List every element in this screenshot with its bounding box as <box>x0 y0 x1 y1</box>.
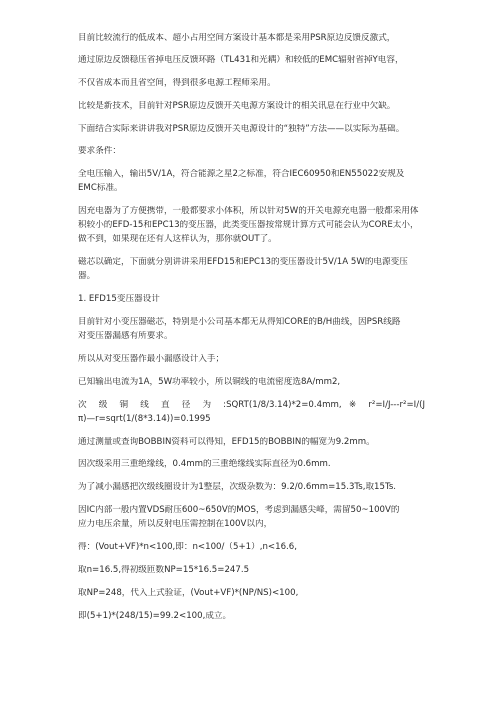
section-heading: 1. EFD15变压器设计 <box>78 294 160 304</box>
text-line: 全电压输入，输出5V/1A，符合能源之星2之标准，符合IEC60950和EN55022安规及 <box>78 169 405 179</box>
text-line: 不仅省成本而且省空间，得到很多电源工程师采用。 <box>78 78 276 88</box>
text-line: 次 级 铜 线 直 径 为 :SQRT(1/8/3.14)*2=0.4mm, ※ r²=I/J---r²=I/(J <box>78 400 425 410</box>
text-line: 取n=16.5,得初级匝数NP=15*16.5=247.5 <box>78 565 250 575</box>
text-line: 因充电器为了方便携带，一般都要求小体积，所以针对5W的开关电源充电器一般都采用体 <box>78 206 419 216</box>
text-line: 做不到，如果现在还有人这样认为，那你就OUT了。 <box>78 234 277 244</box>
text-line: 取NP=248，代入上式验证，(Vout+VF)*(NP/NS)<100, <box>78 588 299 598</box>
text-line: 器。 <box>78 271 96 281</box>
text-line: 目前比较流行的低成本、超小占用空间方案设计基本都是采用PSR原边反馈反激式， <box>78 33 396 43</box>
text-line: π)—r=sqrt(1/(8*3.14))=0.1995 <box>78 414 211 424</box>
text-line: 目前针对小变压器磁芯，特别是小公司基本都无从得知CORE的B/H曲线，因PSR线路 <box>78 317 401 327</box>
text-line: 要求条件： <box>78 146 121 156</box>
text-line: 对变压器漏感有所要求。 <box>78 331 173 341</box>
text-line: 应力电压余量，所以反射电压需控制在100V以内， <box>78 519 273 529</box>
text-line: 得：(Vout+VF)*n<100,即：n<100/（5+1）,n<16.6, <box>78 542 297 552</box>
text-line: 为了减小漏感把次级线圈设计为1整层，次级杂数为：9.2/0.6mm=15.3Ts,取15Ts. <box>78 482 397 492</box>
text-line: 下面结合实际来讲讲我对PSR原边反馈开关电源设计的“独特”方法——以实际为基础。 <box>78 124 405 134</box>
text-line: 磁芯以确定，下面就分别讲讲采用EFD15和EPC13的变压器设计5V/1A 5W的电源变压 <box>78 257 408 267</box>
text-line: 已知输出电流为1A，5W功率较小，所以铜线的电流密度选8A/mm2, <box>78 377 341 387</box>
text-line: 比较是新技术，目前针对PSR原边反馈开关电源方案设计的相关讯息在行业中欠缺。 <box>78 101 396 111</box>
text-line: 因IC内部一般内置VDS耐压600~650V的MOS，考虑到漏感尖峰，需留50~100V的 <box>78 505 400 515</box>
text-line: 积较小的EFD-15和EPC13的变压器，此类变压器按常规计算方式可能会认为CORE太小， <box>78 220 419 230</box>
text-line: 通过原边反馈稳压省掉电压反馈环路（TL431和光耦）和较低的EMC辐射省掉Y电容， <box>78 55 404 65</box>
text-line: 通过测量或查询BOBBIN资料可以得知，EFD15的BOBBIN的幅宽为9.2mm。 <box>78 437 375 447</box>
text-line: 因次级采用三重绝缘线，0.4mm的三重绝缘线实际直径为0.6mm. <box>78 459 331 469</box>
text-line: 即(5+1)*(248/15)=99.2<100,成立。 <box>78 611 232 621</box>
text-line: EMC标准。 <box>78 183 123 193</box>
text-line: 所以从对变压器作最小漏感设计入手； <box>78 354 225 364</box>
